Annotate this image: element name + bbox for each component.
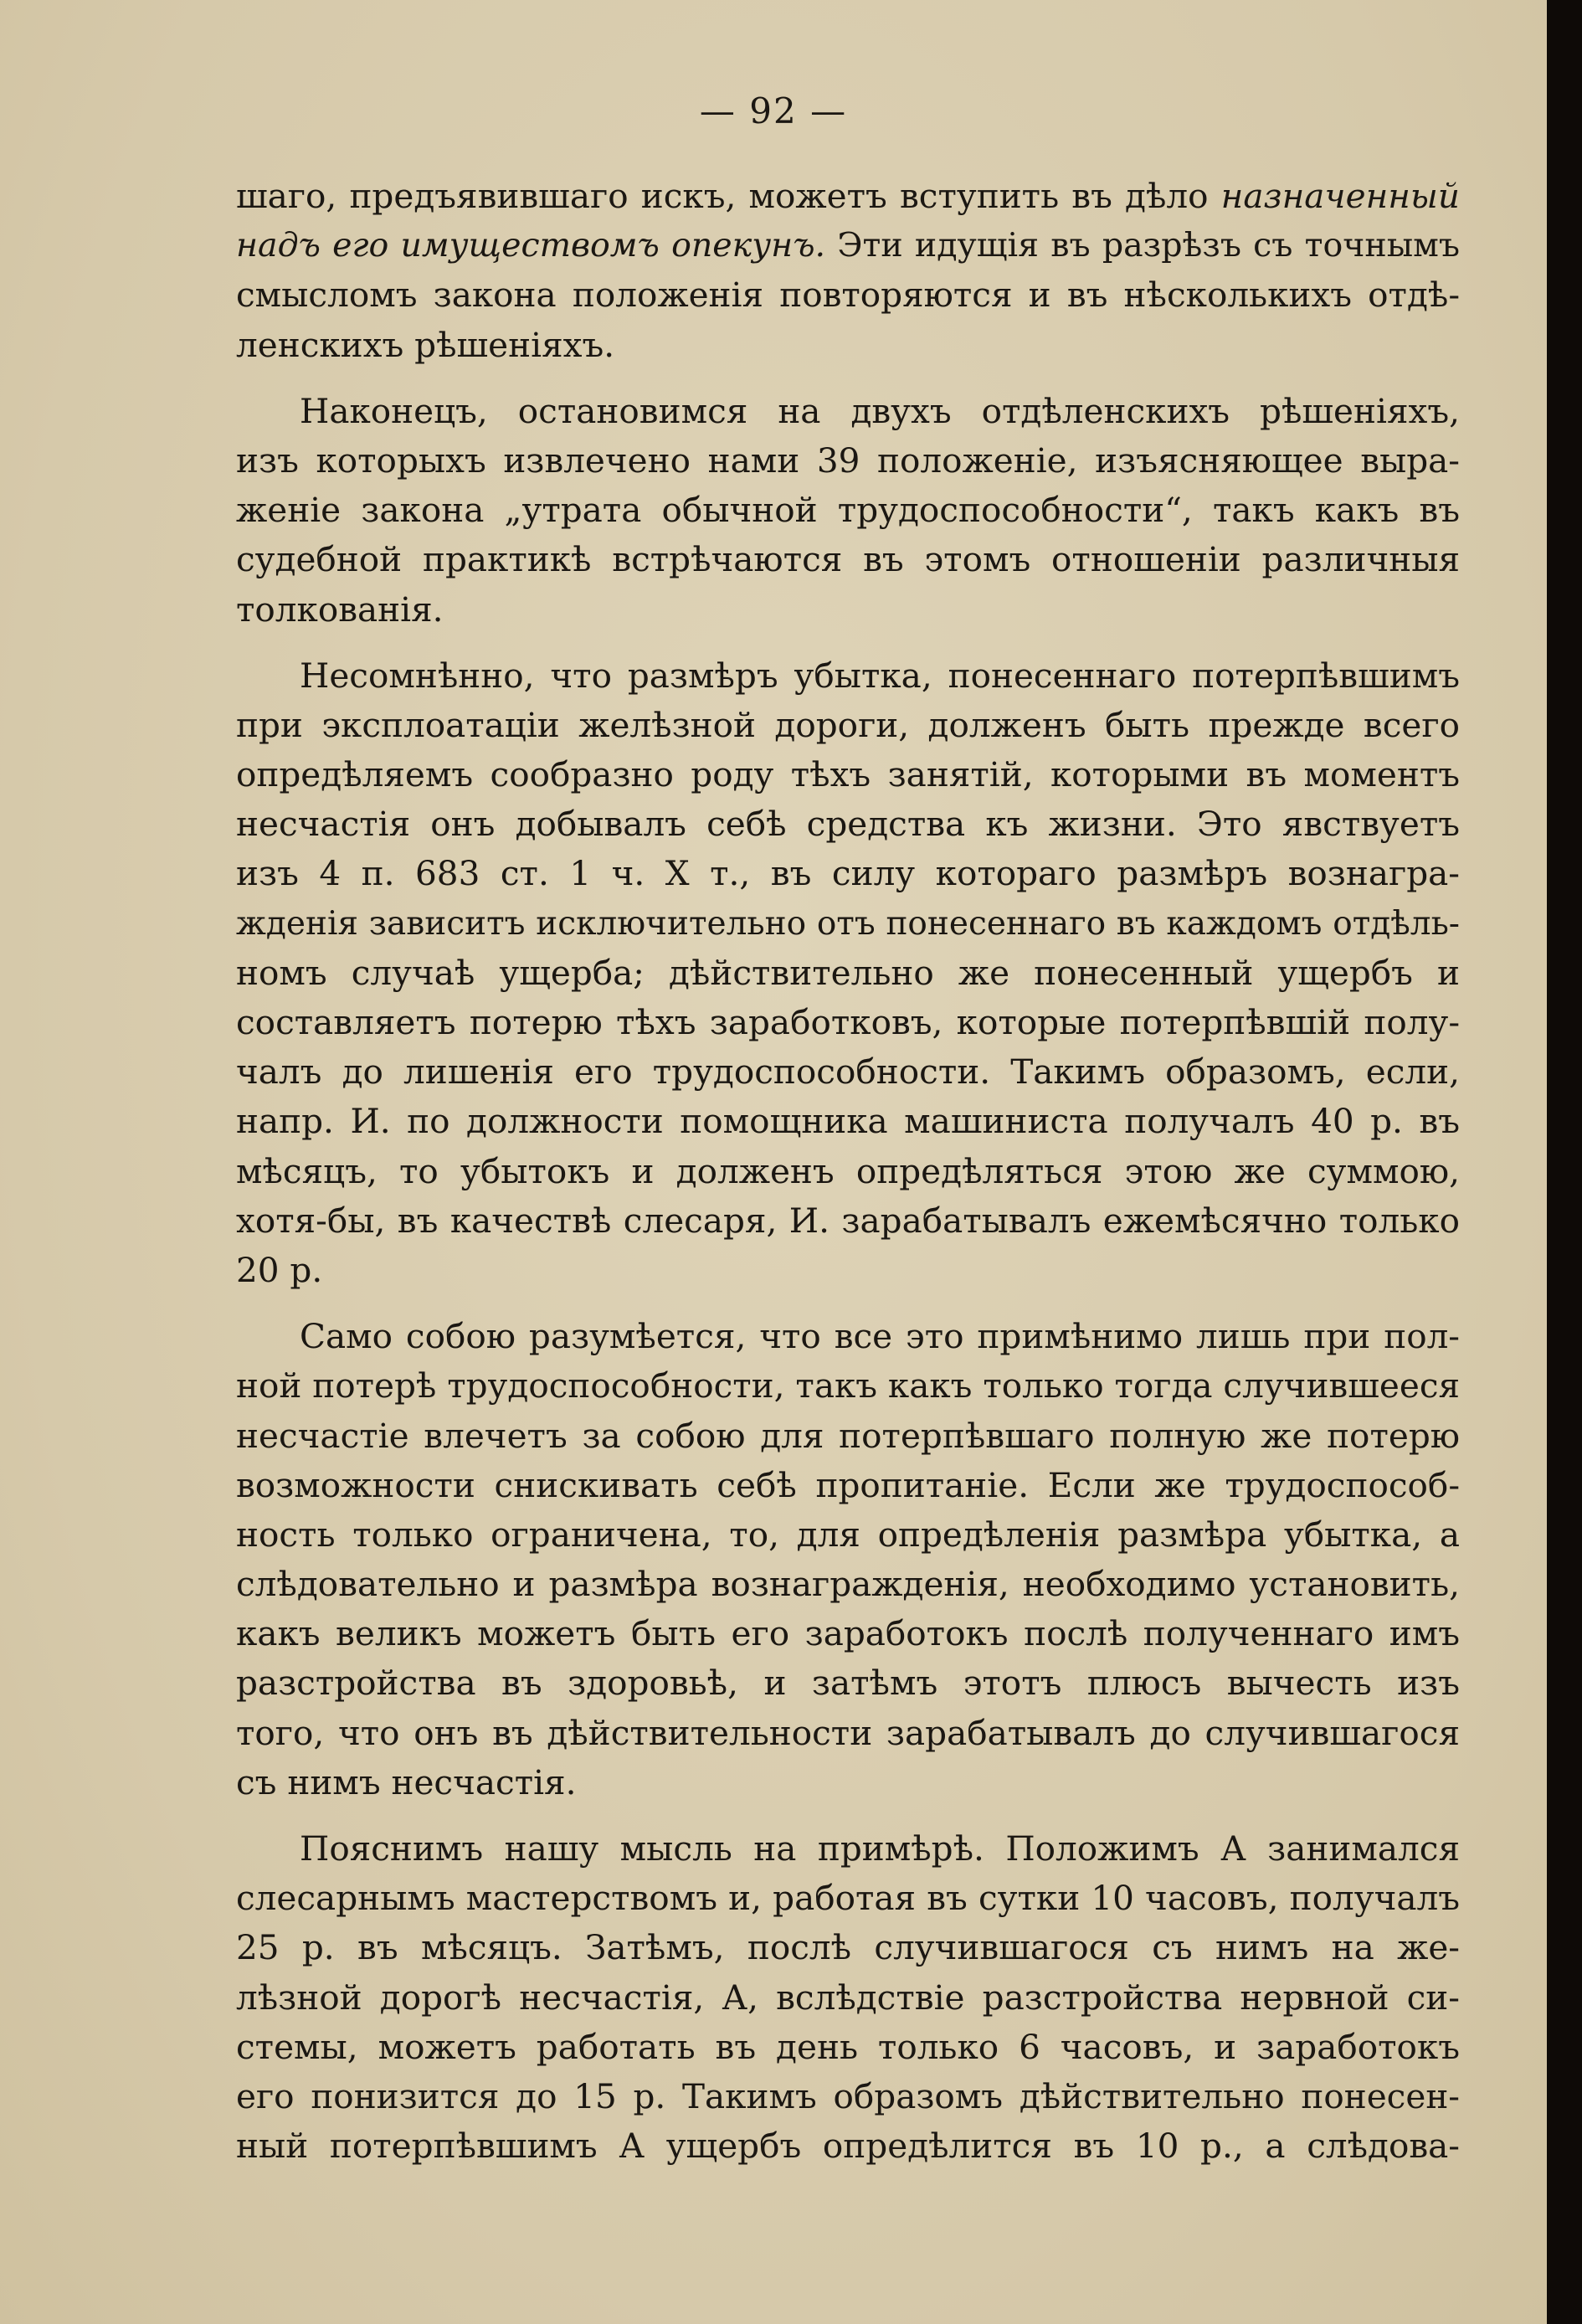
- text-line: какъ великъ можетъ быть его заработокъ послѣ полученнаго имъ: [236, 1613, 1460, 1654]
- text-line: [236, 221, 1460, 270]
- text-line: ной потерѣ трудоспособности, такъ какъ только тогда случившееся: [236, 1365, 1461, 1406]
- text-line: составляетъ потерю тѣхъ заработковъ, которые потерпѣвшій полу-: [236, 1002, 1460, 1042]
- text-line: Несомнѣнно, что размѣръ убытка, понесеннаго потерпѣвшимъ: [300, 655, 1460, 696]
- paragraph-3: [236, 651, 1460, 1295]
- text-line: Само собою разумѣется, что все это примѣнимо лишь при пол-: [300, 1316, 1460, 1357]
- text-line: ность только ограничена, то, для опредѣленія размѣра убытка, а: [236, 1514, 1460, 1555]
- paragraph-1: [236, 172, 1460, 370]
- paragraph-4: [236, 1312, 1460, 1807]
- text-line: стемы, можетъ работать въ день только 6 часовъ, и заработокъ: [236, 2026, 1460, 2067]
- paragraph-5: [236, 1824, 1460, 2171]
- text-line: напр. И. по должности помощника машиниста получалъ 40 р. въ: [236, 1101, 1460, 1142]
- text-line: возможности снискивать себѣ пропитаніе. Если же трудоспособ-: [236, 1464, 1460, 1505]
- italic-text: назначенный: [1220, 176, 1460, 216]
- text-line: судебной практикѣ встрѣчаются въ этомъ отношеніи различныя: [236, 539, 1460, 580]
- text-line: съ нимъ несчастія.: [236, 1761, 577, 1802]
- text-line: при эксплоатаціи желѣзной дороги, долженъ быть прежде всего: [236, 704, 1460, 745]
- line-start: шаго, предъявившаго искъ, можетъ вступить въ дѣло: [236, 176, 1221, 216]
- text-line: 25 р. въ мѣсяцъ. Затѣмъ, послѣ случившагося съ нимъ на же-: [236, 1927, 1460, 1968]
- text-line: лѣзной дорогѣ несчастія, А, вслѣдствіе разстройства нервной си-: [236, 1977, 1460, 2018]
- text-line: жденія зависитъ исключительно отъ понесеннаго въ каждомъ отдѣль-: [236, 904, 1460, 943]
- text-line: Пояснимъ нашу мысль на примѣрѣ. Положимъ А занимался: [300, 1828, 1460, 1869]
- text-line: слесарнымъ мастерствомъ и, работая въ сутки 10 часовъ, получалъ: [236, 1878, 1460, 1919]
- text-line: изъ которыхъ извлечено нами 39 положеніе, изъясняющее выра-: [236, 440, 1460, 481]
- text-line: опредѣляемъ сообразно роду тѣхъ занятій, которыми въ моментъ: [236, 754, 1460, 795]
- text-line: ный потерпѣвшимъ А ущербъ опредѣлится въ 10 р., а слѣдова-: [236, 2126, 1460, 2167]
- page-body: [236, 172, 1460, 2188]
- text-line: 20 р.: [236, 1249, 323, 1290]
- text-line: того, что онъ въ дѣйствительности зарабатывалъ до случившагося: [236, 1712, 1460, 1753]
- text-line: его понизится до 15 р. Такимъ образомъ дѣйствительно понесен-: [236, 2075, 1460, 2116]
- text-line: хотя-бы, въ качествѣ слесаря, И. зарабатывалъ ежемѣсячно только: [236, 1200, 1460, 1241]
- text-line: Наконецъ, остановимся на двухъ отдѣленскихъ рѣшеніяхъ,: [300, 390, 1460, 431]
- page-number: — 92 —: [699, 90, 848, 131]
- text-line: изъ 4 п. 683 ст. 1 ч. X т., въ силу котораго размѣръ вознагра-: [236, 853, 1460, 894]
- line-end: Эти идущія въ разрѣзъ съ точнымъ: [837, 226, 1461, 265]
- text-line: несчастіе влечетъ за собою для потерпѣвшаго полную же потерю: [236, 1415, 1460, 1456]
- text-line: смысломъ закона положенія повторяются и въ нѣсколькихъ отдѣ-: [236, 275, 1460, 316]
- italic-text: надъ его имуществомъ опекунъ.: [236, 226, 838, 265]
- text-line: слѣдовательно и размѣра вознагражденія, необходимо установить,: [236, 1564, 1460, 1605]
- text-line: разстройства въ здоровьѣ, и затѣмъ этотъ плюсъ вычесть изъ: [236, 1663, 1460, 1704]
- paragraph-2: [236, 387, 1460, 635]
- text-line: чалъ до лишенія его трудоспособности. Такимъ образомъ, если,: [236, 1051, 1460, 1093]
- text-line: мѣсяцъ, то убытокъ и долженъ опредѣляться этою же суммою,: [236, 1150, 1460, 1191]
- text-line: ленскихъ рѣшеніяхъ.: [236, 324, 615, 365]
- text-line: [236, 172, 1460, 221]
- text-line: номъ случаѣ ущерба; дѣйствительно же понесенный ущербъ и: [236, 952, 1460, 993]
- text-line: несчастія онъ добывалъ себѣ средства къ жизни. Это явствуетъ: [236, 804, 1460, 845]
- text-line: толкованія.: [236, 589, 444, 630]
- text-line: женіе закона „утрата обычной трудоспособности“, такъ какъ въ: [236, 490, 1460, 531]
